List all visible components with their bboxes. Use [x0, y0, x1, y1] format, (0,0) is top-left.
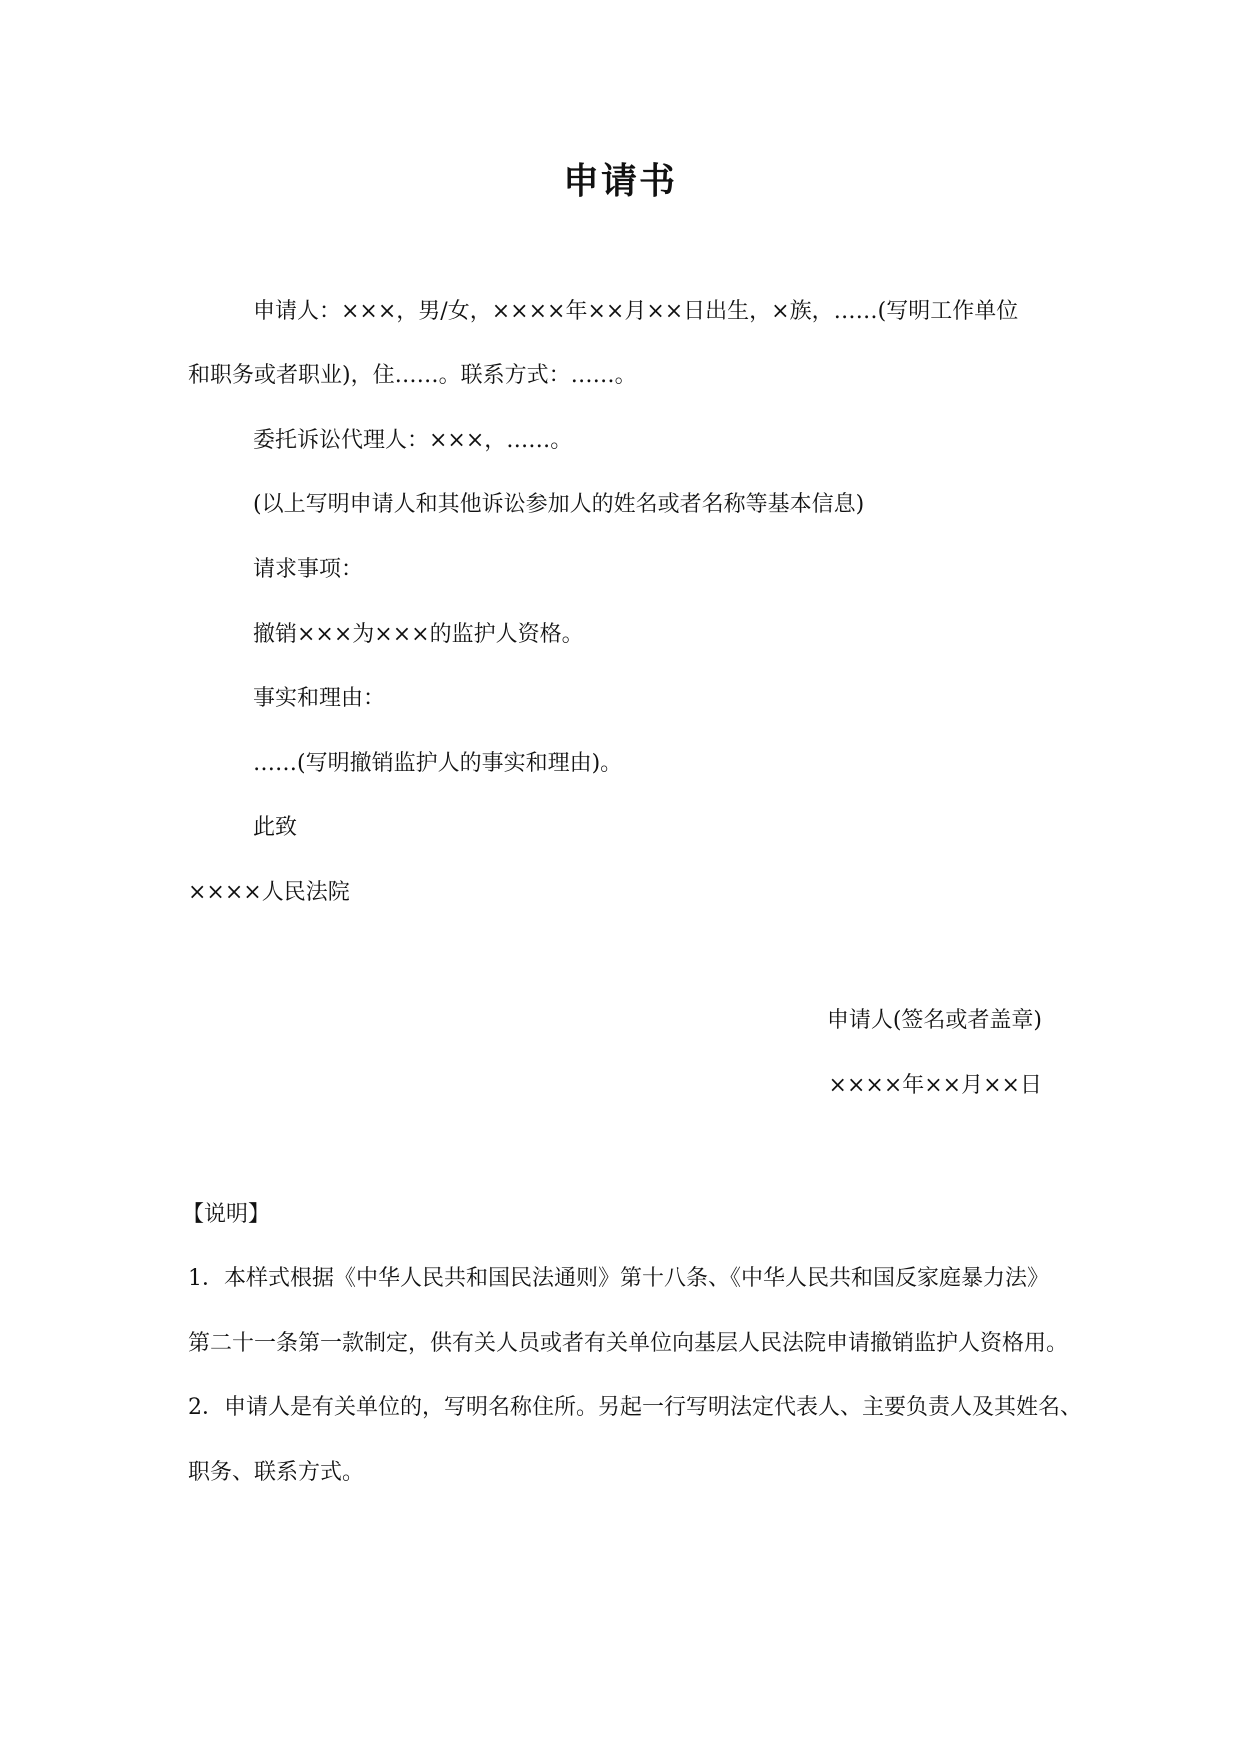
signature-line: 申请人(签名或者盖章) [826, 1008, 1042, 1033]
notes-heading: 【说明】 [182, 1202, 271, 1227]
facts-content: ……(写明撤销监护人的事实和理由)。 [253, 751, 623, 776]
notes-line-4: 职务、联系方式。 [188, 1460, 365, 1485]
facts-heading: 事实和理由： [253, 686, 386, 711]
request-content: 撤销×××为×××的监护人资格。 [253, 622, 584, 647]
request-heading: 请求事项： [253, 557, 364, 582]
notes-line-2: 第二十一条第一款制定，供有关人员或者有关单位向基层人民法院申请撤销监护人资格用。 [188, 1331, 1069, 1356]
salutation: 此致 [253, 815, 298, 840]
notes-line-3: 2．申请人是有关单位的，写明名称住所。另起一行写明法定代表人、主要负责人及其姓名、 [188, 1395, 1083, 1420]
agent-line: 委托诉讼代理人：×××，……。 [253, 428, 573, 453]
basic-info-note: (以上写明申请人和其他诉讼参加人的姓名或者名称等基本信息) [253, 492, 865, 517]
applicant-info-line-2: 和职务或者职业)，住……。联系方式：……。 [188, 363, 637, 388]
notes-line-1: 1．本样式根据《中华人民共和国民法通则》第十八条、《中华人民共和国反家庭暴力法》 [188, 1266, 1050, 1291]
court-name: ××××人民法院 [188, 880, 350, 905]
signature-date: ××××年××月××日 [828, 1073, 1042, 1098]
applicant-info-line-1: 申请人：×××，男/女，××××年××月××日出生，×族，……(写明工作单位 [253, 299, 1019, 324]
document-title: 申请书 [562, 161, 677, 202]
